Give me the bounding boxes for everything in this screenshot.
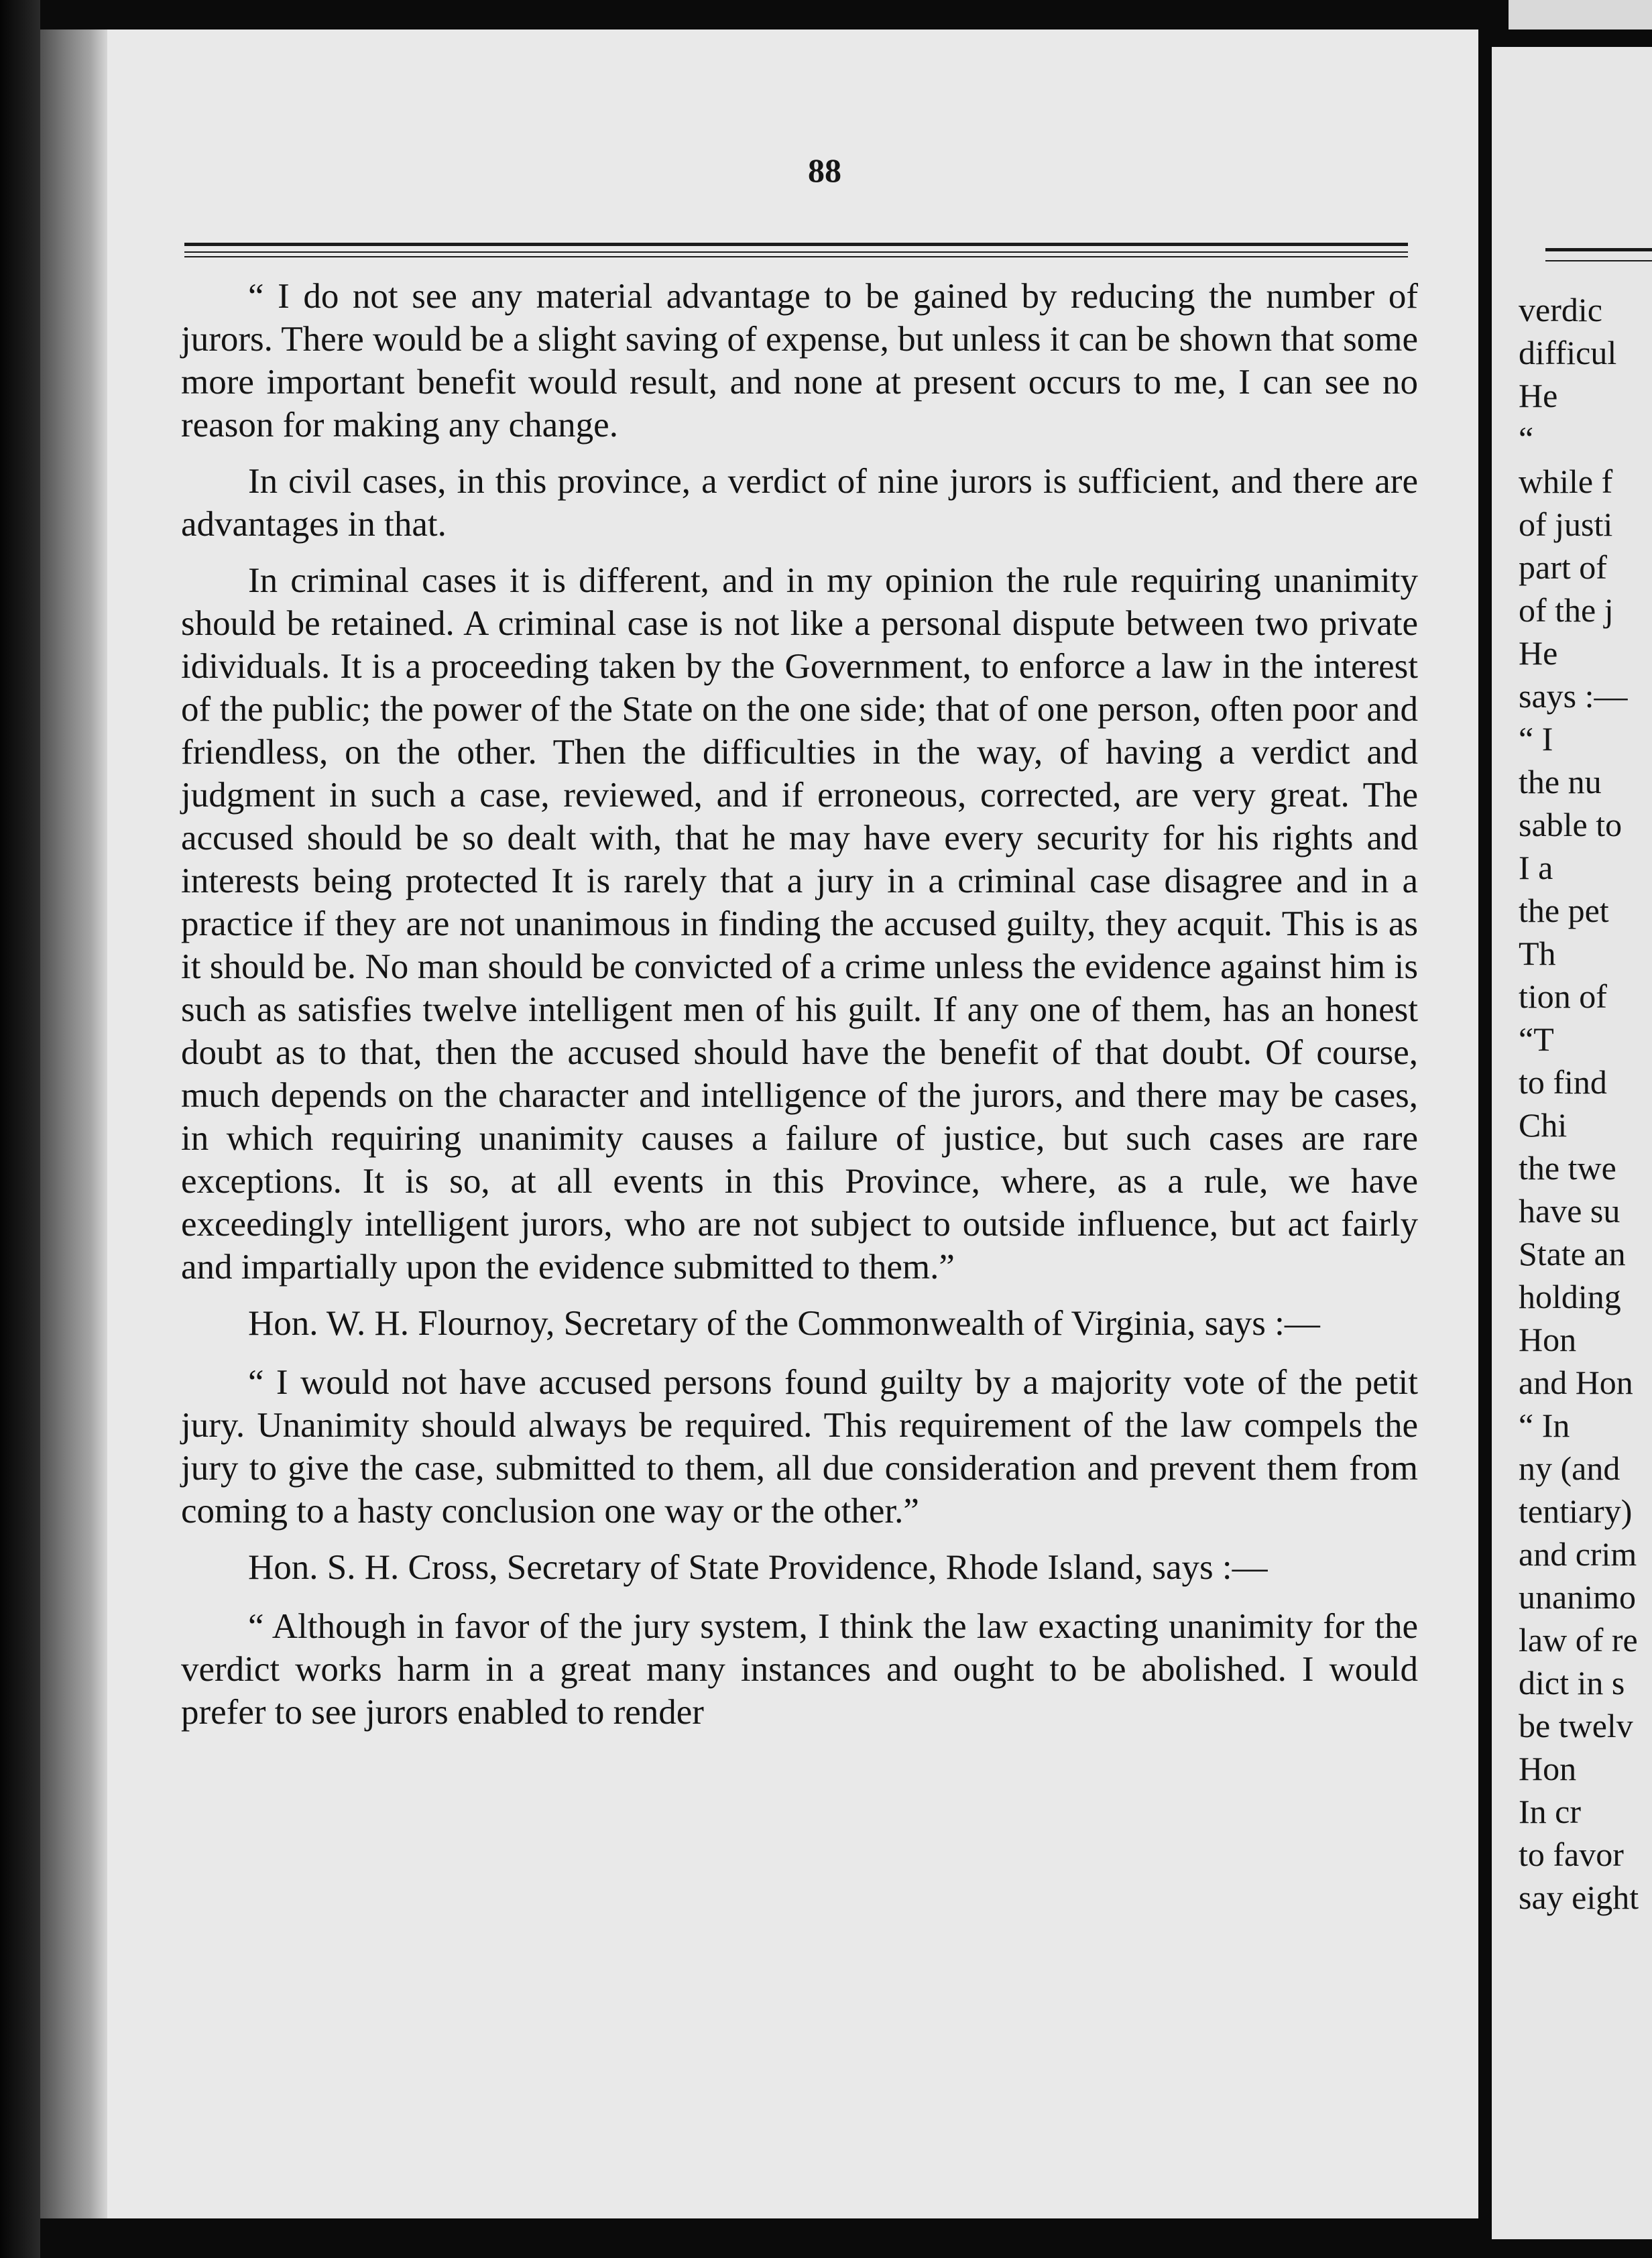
paragraph-criminal-cases: In criminal cases it is different, and in my opinion the rule requiring unanimity should be retained. A criminal case is not like a personal dispute between two private idividuals. It is a proceeding taken by the Government, to enforce a law in the interest of the public; the power of the State on the one side; that of one person, often poor and friendless, on the other. Then the difficulties in the way, of having a verdict and judgment in such a case, reviewed, and if erroneous, corrected, are very great. The accused should be so dealt with, that he may have every security for his rights and interests being protected It is rarely that a jury in a criminal case disagree and in a practice if they are not unanimous in finding the accused guilty, they acquit. This is as it should be. No man should be convicted of a crime unless the evidence against him is such as satisfies twelve intelligent men of his guilt. If any one of them, has an honest doubt as to that, then the accused should have the benefit of that doubt. Of course, much depends on the character and intelligence of the jurors, and there may be cases, in which requiring unanimity causes a failure of justice, but such cases are rare exceptions. It is so, at all events in this Province, where, as a rule, we have exceedingly intelligent jurors, who are not subject to outside influence, but act fairly and impartially upon the evidence submitted to them.”: [181, 561, 1418, 1287]
adjacent-page-top-edge: [1509, 0, 1652, 29]
paragraph-cross-attribution: Hon. S. H. Cross, Secretary of State Providence, Rhode Island, says :—: [248, 1548, 1268, 1587]
scan-dark-margin: [0, 0, 40, 2258]
paragraph-cross-quote: “ Although in favor of the jury system, I think the law exacting unanimity for the verdict works harm in a great many instances and ought to be abolished. I would prefer to see jurors enabled to render: [181, 1607, 1418, 1732]
adjacent-page-line: the twe: [1519, 1149, 1616, 1187]
page-number: 88: [808, 152, 841, 189]
adjacent-page-rule: [1545, 248, 1652, 261]
adjacent-page-line: of justi: [1519, 506, 1613, 543]
adjacent-page-line: I a: [1519, 849, 1553, 886]
adjacent-page-line: He: [1519, 377, 1558, 414]
adjacent-page-line: “T: [1519, 1020, 1554, 1058]
adjacent-page-line: Hon: [1519, 1321, 1577, 1358]
page-binding-shadow: [40, 29, 107, 2218]
adjacent-page-line: part of: [1519, 548, 1607, 586]
adjacent-page: [1492, 47, 1652, 2239]
adjacent-page-line: holding: [1519, 1278, 1621, 1315]
adjacent-page-line: sable to: [1519, 806, 1622, 843]
adjacent-page-line: tion of: [1519, 977, 1607, 1015]
adjacent-page-line: He: [1519, 634, 1558, 672]
adjacent-page-line: the nu: [1519, 763, 1602, 800]
adjacent-page-line: State an: [1519, 1235, 1626, 1272]
paragraph-flournoy-quote: “ I would not have accused persons found guilty by a majority vote of the petit jury. Unanimity should always be required. This requirement of the law compels the jury to give the case, submitted to them, all due consideration and prevent them from coming to a hasty conclusion one way or the other.”: [181, 1363, 1418, 1531]
adjacent-page-line: “ I: [1519, 720, 1553, 758]
adjacent-page-line: ny (and: [1519, 1449, 1620, 1487]
adjacent-page-line: have su: [1519, 1192, 1620, 1230]
adjacent-page-line: difficul: [1519, 334, 1617, 371]
adjacent-page-line: says :—: [1519, 677, 1628, 715]
adjacent-page-line: while f: [1519, 463, 1613, 500]
adjacent-page-line: verdic: [1519, 291, 1602, 329]
adjacent-page-line: and Hon: [1519, 1364, 1633, 1401]
adjacent-page-line: the pet: [1519, 892, 1609, 929]
paragraph-flournoy-attribution: Hon. W. H. Flournoy, Secretary of the Commonwealth of Virginia, says :—: [248, 1304, 1320, 1343]
paragraph-civil-cases: In civil cases, in this province, a verdict of nine jurors is sufficient, and there are advantages in that.: [181, 462, 1418, 544]
adjacent-page-line: law of re: [1519, 1621, 1638, 1659]
page-body: [181, 275, 1418, 1747]
paragraph-quote-jurors: “ I do not see any material advantage to be gained by reducing the number of jurors. There would be a slight saving of expense, but unless it can be shown that some more important benefit would result, and none at present occurs to me, I can see no reason for making any change.: [181, 277, 1418, 444]
header-rule: [184, 243, 1408, 257]
adjacent-page-line: Th: [1519, 935, 1556, 972]
adjacent-page-line: In cr: [1519, 1793, 1581, 1830]
adjacent-page-line: of the j: [1519, 591, 1614, 629]
adjacent-page-line: be twelv: [1519, 1707, 1633, 1744]
adjacent-page-line: Chi: [1519, 1106, 1568, 1144]
adjacent-page-text: [1519, 288, 1652, 1919]
adjacent-page-line: “: [1519, 420, 1534, 457]
adjacent-page-line: tentiary): [1519, 1492, 1633, 1530]
adjacent-page-line: “ In: [1519, 1407, 1570, 1444]
adjacent-page-line: unanimo: [1519, 1578, 1636, 1616]
adjacent-page-line: to find: [1519, 1063, 1607, 1101]
adjacent-page-line: to favor: [1519, 1836, 1624, 1873]
adjacent-page-line: dict in s: [1519, 1664, 1625, 1702]
adjacent-page-line: say eight: [1519, 1879, 1639, 1916]
adjacent-page-line: Hon: [1519, 1750, 1577, 1787]
adjacent-page-line: and crim: [1519, 1535, 1637, 1573]
